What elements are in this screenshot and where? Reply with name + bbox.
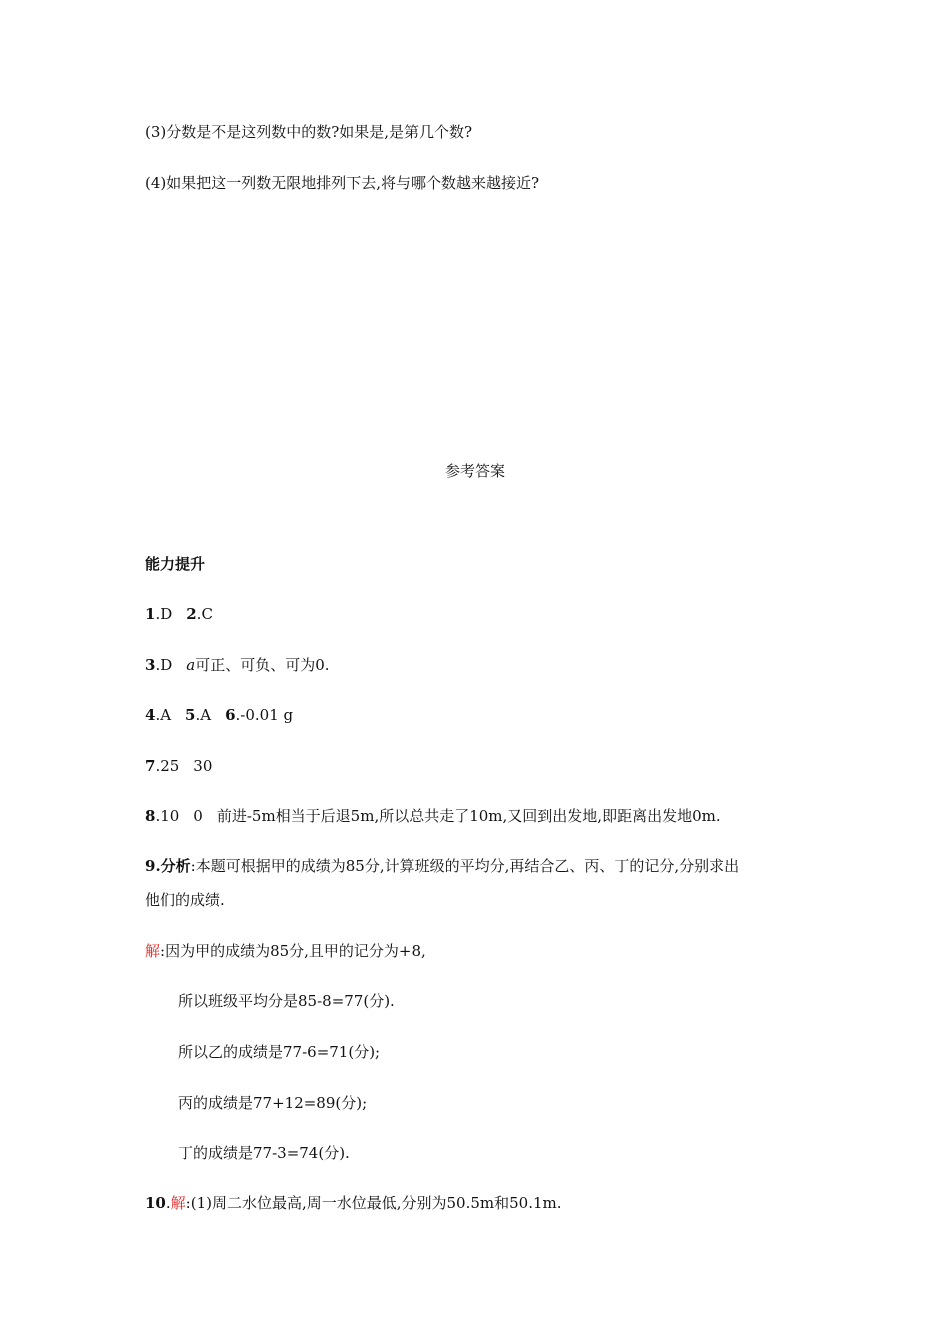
answers-title: 参考答案 xyxy=(444,462,505,480)
answer-7 xyxy=(145,756,212,776)
answer-text: 前进-5m相当于后退5m,所以总共走了10m,又回到出发地,即距离出发地0m. xyxy=(216,807,721,825)
answer-number: 5 xyxy=(185,706,196,724)
section-title: 能力提升 xyxy=(145,555,206,573)
answer-number: 8 xyxy=(145,807,156,825)
solution-label: 解 xyxy=(145,942,161,960)
answer-8 xyxy=(145,806,721,826)
analysis-label: .分析 xyxy=(155,857,191,875)
solution-text: :因为甲的成绩为85分,且甲的记分为+8, xyxy=(160,942,426,960)
answer-number: 10 xyxy=(145,1194,166,1212)
answer-number: 3 xyxy=(145,656,156,674)
answer-number: 9 xyxy=(145,857,156,875)
solution-text: :(1)周二水位最高,周一水位最低,分别为50.5m和50.1m. xyxy=(185,1194,562,1212)
answer-value: .10 xyxy=(155,807,180,825)
answer-value: .A xyxy=(195,706,212,724)
solution-step: 丙的成绩是77+12=89(分); xyxy=(178,1094,368,1112)
answer-9-solution xyxy=(145,941,426,961)
math-variable: a xyxy=(186,656,196,674)
solution-step: 所以班级平均分是85-8=77(分). xyxy=(178,992,395,1010)
answer-10 xyxy=(145,1193,562,1213)
answer-number: 7 xyxy=(145,757,156,775)
solution-label: 解 xyxy=(170,1194,186,1212)
answer-number: 4 xyxy=(145,706,156,724)
answer-value: .A xyxy=(155,706,172,724)
question-4: (4)如果把这一列数无限地排列下去,将与哪个数越来越接近? xyxy=(145,174,540,192)
answer-value: .25 xyxy=(155,757,180,775)
answer-9-analysis xyxy=(145,856,739,876)
solution-step: 所以乙的成绩是77-6=71(分); xyxy=(178,1043,381,1061)
answer-number: 1 xyxy=(145,605,156,623)
answer-dot: . xyxy=(165,1194,171,1212)
question-3: (3)分数是不是这列数中的数?如果是,是第几个数? xyxy=(145,123,473,141)
answer-value: .C xyxy=(196,605,213,623)
answer-value: 30 xyxy=(193,757,213,775)
answer-3 xyxy=(145,655,330,675)
analysis-continuation: 他们的成绩. xyxy=(145,891,225,909)
answer-text: 可正、可负、可为0. xyxy=(195,656,330,674)
answer-value: 0 xyxy=(193,807,203,825)
analysis-text: :本题可根据甲的成绩为85分,计算班级的平均分,再结合乙、丙、丁的记分,分别求出 xyxy=(190,857,740,875)
answer-4-6 xyxy=(145,705,293,725)
answer-value: .D xyxy=(155,605,173,623)
answer-number: 6 xyxy=(225,706,236,724)
solution-step: 丁的成绩是77-3=74(分). xyxy=(178,1144,350,1162)
answer-1-2 xyxy=(145,604,213,624)
answer-number: 2 xyxy=(186,605,197,623)
answer-value: .-0.01 g xyxy=(235,706,294,724)
answer-value: .D xyxy=(155,656,173,674)
